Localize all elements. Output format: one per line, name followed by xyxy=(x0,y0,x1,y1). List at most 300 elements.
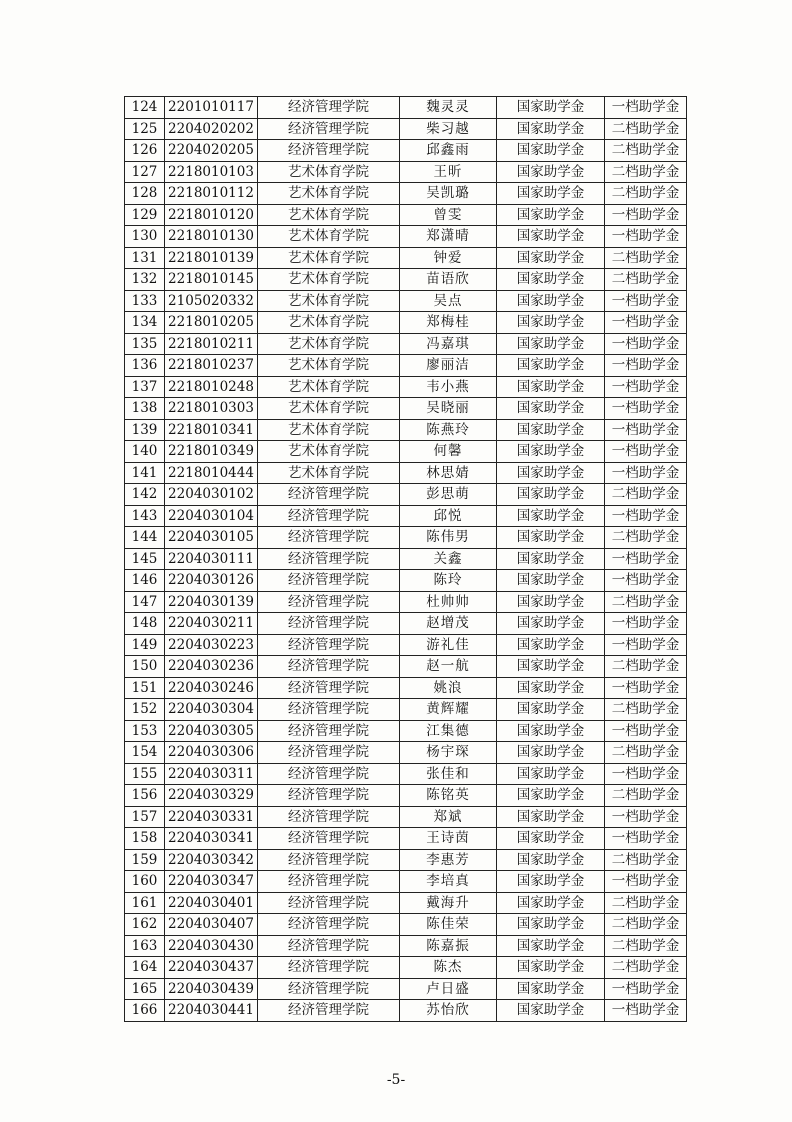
grant-type-cell: 国家助学金 xyxy=(497,140,605,162)
page-number: -5- xyxy=(386,1072,406,1088)
row-number-cell: 126 xyxy=(125,140,165,162)
student-id-cell: 2204020205 xyxy=(165,140,258,162)
grant-level-cell: 一档助学金 xyxy=(605,97,687,119)
grant-type-cell: 国家助学金 xyxy=(497,656,605,678)
grant-type-cell: 国家助学金 xyxy=(497,849,605,871)
row-number-cell: 153 xyxy=(125,720,165,742)
grant-level-cell: 一档助学金 xyxy=(605,677,687,699)
college-name-cell: 经济管理学院 xyxy=(258,548,400,570)
grant-level-cell: 二档助学金 xyxy=(605,849,687,871)
student-id-cell: 2105020332 xyxy=(165,290,258,312)
student-name-cell: 游礼佳 xyxy=(400,634,497,656)
grant-level-cell: 二档助学金 xyxy=(605,892,687,914)
row-number-cell: 165 xyxy=(125,978,165,1000)
student-name-cell: 陈杰 xyxy=(400,957,497,979)
grant-level-cell: 二档助学金 xyxy=(605,914,687,936)
grant-type-cell: 国家助学金 xyxy=(497,441,605,463)
row-number-cell: 148 xyxy=(125,613,165,635)
student-id-cell: 2218010349 xyxy=(165,441,258,463)
student-id-cell: 2204030347 xyxy=(165,871,258,893)
table-row xyxy=(125,312,687,334)
grant-type-cell: 国家助学金 xyxy=(497,312,605,334)
row-number-cell: 143 xyxy=(125,505,165,527)
student-id-cell: 2204030211 xyxy=(165,613,258,635)
table-row xyxy=(125,935,687,957)
row-number-cell: 158 xyxy=(125,828,165,850)
college-name-cell: 经济管理学院 xyxy=(258,118,400,140)
grant-type-cell: 国家助学金 xyxy=(497,957,605,979)
table-row xyxy=(125,484,687,506)
grant-type-cell: 国家助学金 xyxy=(497,419,605,441)
student-name-cell: 钟爱 xyxy=(400,247,497,269)
college-name-cell: 经济管理学院 xyxy=(258,656,400,678)
table-row xyxy=(125,505,687,527)
student-id-cell: 2204030246 xyxy=(165,677,258,699)
row-number-cell: 124 xyxy=(125,97,165,119)
student-id-cell: 2204030342 xyxy=(165,849,258,871)
student-id-cell: 2218010303 xyxy=(165,398,258,420)
student-name-cell: 林思婧 xyxy=(400,462,497,484)
student-id-cell: 2204030437 xyxy=(165,957,258,979)
student-name-cell: 赵增茂 xyxy=(400,613,497,635)
table-row xyxy=(125,1000,687,1022)
student-name-cell: 陈嘉振 xyxy=(400,935,497,957)
college-name-cell: 艺术体育学院 xyxy=(258,441,400,463)
student-id-cell: 2204030111 xyxy=(165,548,258,570)
table-row xyxy=(125,548,687,570)
grant-type-cell: 国家助学金 xyxy=(497,742,605,764)
student-id-cell: 2201010117 xyxy=(165,97,258,119)
college-name-cell: 经济管理学院 xyxy=(258,613,400,635)
college-name-cell: 经济管理学院 xyxy=(258,1000,400,1022)
grant-level-cell: 二档助学金 xyxy=(605,699,687,721)
row-number-cell: 132 xyxy=(125,269,165,291)
grant-type-cell: 国家助学金 xyxy=(497,333,605,355)
row-number-cell: 140 xyxy=(125,441,165,463)
student-id-cell: 2218010112 xyxy=(165,183,258,205)
grant-type-cell: 国家助学金 xyxy=(497,570,605,592)
row-number-cell: 149 xyxy=(125,634,165,656)
row-number-cell: 162 xyxy=(125,914,165,936)
table-row xyxy=(125,978,687,1000)
student-name-cell: 王昕 xyxy=(400,161,497,183)
grant-level-cell: 二档助学金 xyxy=(605,183,687,205)
grant-level-cell: 二档助学金 xyxy=(605,118,687,140)
student-id-cell: 2204030236 xyxy=(165,656,258,678)
student-name-cell: 陈玲 xyxy=(400,570,497,592)
student-id-cell: 2204030407 xyxy=(165,914,258,936)
table-row xyxy=(125,376,687,398)
student-name-cell: 苏怡欣 xyxy=(400,1000,497,1022)
student-id-cell: 2204030306 xyxy=(165,742,258,764)
table-row xyxy=(125,677,687,699)
student-id-cell: 2204030305 xyxy=(165,720,258,742)
college-name-cell: 经济管理学院 xyxy=(258,978,400,1000)
student-id-cell: 2218010248 xyxy=(165,376,258,398)
row-number-cell: 135 xyxy=(125,333,165,355)
student-id-cell: 2218010444 xyxy=(165,462,258,484)
college-name-cell: 艺术体育学院 xyxy=(258,312,400,334)
grant-type-cell: 国家助学金 xyxy=(497,161,605,183)
row-number-cell: 155 xyxy=(125,763,165,785)
table-row xyxy=(125,570,687,592)
table-row xyxy=(125,290,687,312)
student-id-cell: 2218010130 xyxy=(165,226,258,248)
table-row xyxy=(125,849,687,871)
scholarship-table xyxy=(124,96,687,1022)
row-number-cell: 130 xyxy=(125,226,165,248)
row-number-cell: 139 xyxy=(125,419,165,441)
grant-level-cell: 二档助学金 xyxy=(605,785,687,807)
student-id-cell: 2204030105 xyxy=(165,527,258,549)
student-name-cell: 陈燕玲 xyxy=(400,419,497,441)
grant-level-cell: 一档助学金 xyxy=(605,376,687,398)
table-row xyxy=(125,806,687,828)
table-row xyxy=(125,398,687,420)
table-row xyxy=(125,763,687,785)
college-name-cell: 艺术体育学院 xyxy=(258,398,400,420)
grant-level-cell: 一档助学金 xyxy=(605,312,687,334)
table-row xyxy=(125,462,687,484)
grant-type-cell: 国家助学金 xyxy=(497,548,605,570)
student-name-cell: 姚浪 xyxy=(400,677,497,699)
grant-level-cell: 一档助学金 xyxy=(605,419,687,441)
grant-level-cell: 一档助学金 xyxy=(605,333,687,355)
student-name-cell: 赵一航 xyxy=(400,656,497,678)
grant-type-cell: 国家助学金 xyxy=(497,204,605,226)
student-id-cell: 2204030430 xyxy=(165,935,258,957)
student-name-cell: 关鑫 xyxy=(400,548,497,570)
row-number-cell: 131 xyxy=(125,247,165,269)
grant-type-cell: 国家助学金 xyxy=(497,935,605,957)
college-name-cell: 经济管理学院 xyxy=(258,828,400,850)
college-name-cell: 艺术体育学院 xyxy=(258,355,400,377)
student-id-cell: 2204030104 xyxy=(165,505,258,527)
student-name-cell: 冯嘉琪 xyxy=(400,333,497,355)
grant-level-cell: 一档助学金 xyxy=(605,290,687,312)
row-number-cell: 152 xyxy=(125,699,165,721)
grant-level-cell: 二档助学金 xyxy=(605,484,687,506)
row-number-cell: 129 xyxy=(125,204,165,226)
student-id-cell: 2204030126 xyxy=(165,570,258,592)
row-number-cell: 151 xyxy=(125,677,165,699)
grant-level-cell: 一档助学金 xyxy=(605,634,687,656)
student-name-cell: 江集德 xyxy=(400,720,497,742)
grant-type-cell: 国家助学金 xyxy=(497,355,605,377)
student-name-cell: 邱鑫雨 xyxy=(400,140,497,162)
student-name-cell: 李惠芳 xyxy=(400,849,497,871)
student-id-cell: 2218010237 xyxy=(165,355,258,377)
table-row xyxy=(125,785,687,807)
row-number-cell: 144 xyxy=(125,527,165,549)
grant-level-cell: 二档助学金 xyxy=(605,656,687,678)
row-number-cell: 137 xyxy=(125,376,165,398)
row-number-cell: 145 xyxy=(125,548,165,570)
student-name-cell: 曾雯 xyxy=(400,204,497,226)
student-name-cell: 苗语欣 xyxy=(400,269,497,291)
student-name-cell: 韦小燕 xyxy=(400,376,497,398)
grant-type-cell: 国家助学金 xyxy=(497,613,605,635)
grant-type-cell: 国家助学金 xyxy=(497,699,605,721)
grant-type-cell: 国家助学金 xyxy=(497,183,605,205)
student-name-cell: 邱悦 xyxy=(400,505,497,527)
grant-type-cell: 国家助学金 xyxy=(497,634,605,656)
college-name-cell: 经济管理学院 xyxy=(258,527,400,549)
student-id-cell: 2218010211 xyxy=(165,333,258,355)
student-name-cell: 杨宇琛 xyxy=(400,742,497,764)
table-row xyxy=(125,699,687,721)
grant-level-cell: 一档助学金 xyxy=(605,720,687,742)
table-row xyxy=(125,613,687,635)
grant-type-cell: 国家助学金 xyxy=(497,978,605,1000)
grant-type-cell: 国家助学金 xyxy=(497,398,605,420)
student-name-cell: 杜帅帅 xyxy=(400,591,497,613)
student-name-cell: 李培真 xyxy=(400,871,497,893)
table-row xyxy=(125,720,687,742)
student-name-cell: 彭思萌 xyxy=(400,484,497,506)
college-name-cell: 经济管理学院 xyxy=(258,957,400,979)
student-id-cell: 2204030341 xyxy=(165,828,258,850)
student-name-cell: 柴习越 xyxy=(400,118,497,140)
student-id-cell: 2218010139 xyxy=(165,247,258,269)
row-number-cell: 142 xyxy=(125,484,165,506)
college-name-cell: 艺术体育学院 xyxy=(258,290,400,312)
student-id-cell: 2204030304 xyxy=(165,699,258,721)
grant-type-cell: 国家助学金 xyxy=(497,462,605,484)
student-name-cell: 吴凯璐 xyxy=(400,183,497,205)
row-number-cell: 147 xyxy=(125,591,165,613)
table-row xyxy=(125,97,687,119)
row-number-cell: 161 xyxy=(125,892,165,914)
student-id-cell: 2218010341 xyxy=(165,419,258,441)
table-row xyxy=(125,118,687,140)
grant-level-cell: 一档助学金 xyxy=(605,398,687,420)
grant-type-cell: 国家助学金 xyxy=(497,720,605,742)
grant-type-cell: 国家助学金 xyxy=(497,914,605,936)
student-name-cell: 吴点 xyxy=(400,290,497,312)
row-number-cell: 166 xyxy=(125,1000,165,1022)
student-name-cell: 王诗茵 xyxy=(400,828,497,850)
student-id-cell: 2204030329 xyxy=(165,785,258,807)
college-name-cell: 经济管理学院 xyxy=(258,849,400,871)
grant-level-cell: 二档助学金 xyxy=(605,591,687,613)
grant-type-cell: 国家助学金 xyxy=(497,677,605,699)
grant-level-cell: 一档助学金 xyxy=(605,613,687,635)
table-row xyxy=(125,333,687,355)
table-row xyxy=(125,140,687,162)
grant-type-cell: 国家助学金 xyxy=(497,871,605,893)
college-name-cell: 艺术体育学院 xyxy=(258,419,400,441)
row-number-cell: 134 xyxy=(125,312,165,334)
table-row xyxy=(125,828,687,850)
row-number-cell: 160 xyxy=(125,871,165,893)
grant-type-cell: 国家助学金 xyxy=(497,484,605,506)
college-name-cell: 艺术体育学院 xyxy=(258,462,400,484)
table-row xyxy=(125,957,687,979)
student-name-cell: 陈佳荣 xyxy=(400,914,497,936)
table-row xyxy=(125,591,687,613)
row-number-cell: 125 xyxy=(125,118,165,140)
table-row xyxy=(125,161,687,183)
college-name-cell: 艺术体育学院 xyxy=(258,161,400,183)
student-name-cell: 陈伟男 xyxy=(400,527,497,549)
row-number-cell: 133 xyxy=(125,290,165,312)
row-number-cell: 150 xyxy=(125,656,165,678)
college-name-cell: 艺术体育学院 xyxy=(258,333,400,355)
grant-level-cell: 一档助学金 xyxy=(605,570,687,592)
college-name-cell: 经济管理学院 xyxy=(258,806,400,828)
table-row xyxy=(125,183,687,205)
college-name-cell: 艺术体育学院 xyxy=(258,247,400,269)
table-row xyxy=(125,226,687,248)
row-number-cell: 141 xyxy=(125,462,165,484)
table-row xyxy=(125,441,687,463)
row-number-cell: 156 xyxy=(125,785,165,807)
college-name-cell: 经济管理学院 xyxy=(258,914,400,936)
college-name-cell: 经济管理学院 xyxy=(258,505,400,527)
grant-level-cell: 一档助学金 xyxy=(605,441,687,463)
grant-type-cell: 国家助学金 xyxy=(497,505,605,527)
grant-type-cell: 国家助学金 xyxy=(497,591,605,613)
table-row xyxy=(125,527,687,549)
table-row xyxy=(125,269,687,291)
student-id-cell: 2204030139 xyxy=(165,591,258,613)
table-row xyxy=(125,742,687,764)
grant-type-cell: 国家助学金 xyxy=(497,806,605,828)
grant-type-cell: 国家助学金 xyxy=(497,376,605,398)
student-id-cell: 2218010205 xyxy=(165,312,258,334)
grant-level-cell: 一档助学金 xyxy=(605,226,687,248)
college-name-cell: 艺术体育学院 xyxy=(258,269,400,291)
college-name-cell: 经济管理学院 xyxy=(258,871,400,893)
grant-level-cell: 一档助学金 xyxy=(605,462,687,484)
college-name-cell: 经济管理学院 xyxy=(258,935,400,957)
grant-level-cell: 二档助学金 xyxy=(605,140,687,162)
table-row xyxy=(125,656,687,678)
grant-level-cell: 一档助学金 xyxy=(605,1000,687,1022)
grant-level-cell: 一档助学金 xyxy=(605,828,687,850)
college-name-cell: 艺术体育学院 xyxy=(258,183,400,205)
grant-type-cell: 国家助学金 xyxy=(497,247,605,269)
row-number-cell: 159 xyxy=(125,849,165,871)
grant-type-cell: 国家助学金 xyxy=(497,828,605,850)
grant-level-cell: 二档助学金 xyxy=(605,527,687,549)
college-name-cell: 经济管理学院 xyxy=(258,742,400,764)
student-name-cell: 陈铭英 xyxy=(400,785,497,807)
student-name-cell: 黄辉耀 xyxy=(400,699,497,721)
student-name-cell: 郑梅桂 xyxy=(400,312,497,334)
student-name-cell: 何馨 xyxy=(400,441,497,463)
grant-level-cell: 一档助学金 xyxy=(605,871,687,893)
grant-type-cell: 国家助学金 xyxy=(497,1000,605,1022)
row-number-cell: 128 xyxy=(125,183,165,205)
grant-level-cell: 一档助学金 xyxy=(605,978,687,1000)
grant-type-cell: 国家助学金 xyxy=(497,892,605,914)
grant-level-cell: 二档助学金 xyxy=(605,247,687,269)
grant-level-cell: 二档助学金 xyxy=(605,742,687,764)
college-name-cell: 经济管理学院 xyxy=(258,634,400,656)
student-id-cell: 2204020202 xyxy=(165,118,258,140)
table-row xyxy=(125,247,687,269)
grant-type-cell: 国家助学金 xyxy=(497,118,605,140)
college-name-cell: 经济管理学院 xyxy=(258,677,400,699)
college-name-cell: 经济管理学院 xyxy=(258,720,400,742)
table-row xyxy=(125,634,687,656)
row-number-cell: 164 xyxy=(125,957,165,979)
row-number-cell: 138 xyxy=(125,398,165,420)
row-number-cell: 146 xyxy=(125,570,165,592)
student-name-cell: 张佳和 xyxy=(400,763,497,785)
student-id-cell: 2204030439 xyxy=(165,978,258,1000)
college-name-cell: 经济管理学院 xyxy=(258,591,400,613)
student-id-cell: 2204030311 xyxy=(165,763,258,785)
grant-type-cell: 国家助学金 xyxy=(497,97,605,119)
table-row xyxy=(125,204,687,226)
student-id-cell: 2204030441 xyxy=(165,1000,258,1022)
student-name-cell: 魏灵灵 xyxy=(400,97,497,119)
student-id-cell: 2204030223 xyxy=(165,634,258,656)
grant-type-cell: 国家助学金 xyxy=(497,763,605,785)
student-name-cell: 吴晓丽 xyxy=(400,398,497,420)
grant-level-cell: 一档助学金 xyxy=(605,204,687,226)
row-number-cell: 127 xyxy=(125,161,165,183)
college-name-cell: 艺术体育学院 xyxy=(258,204,400,226)
grant-level-cell: 一档助学金 xyxy=(605,763,687,785)
grant-type-cell: 国家助学金 xyxy=(497,785,605,807)
grant-level-cell: 一档助学金 xyxy=(605,806,687,828)
student-name-cell: 卢日盛 xyxy=(400,978,497,1000)
grant-level-cell: 一档助学金 xyxy=(605,355,687,377)
college-name-cell: 经济管理学院 xyxy=(258,892,400,914)
row-number-cell: 163 xyxy=(125,935,165,957)
student-id-cell: 2204030401 xyxy=(165,892,258,914)
grant-type-cell: 国家助学金 xyxy=(497,527,605,549)
row-number-cell: 136 xyxy=(125,355,165,377)
grant-level-cell: 二档助学金 xyxy=(605,957,687,979)
college-name-cell: 经济管理学院 xyxy=(258,785,400,807)
scholarship-table-body xyxy=(125,97,687,1022)
college-name-cell: 经济管理学院 xyxy=(258,699,400,721)
student-name-cell: 郑斌 xyxy=(400,806,497,828)
grant-level-cell: 二档助学金 xyxy=(605,935,687,957)
student-id-cell: 2218010120 xyxy=(165,204,258,226)
row-number-cell: 154 xyxy=(125,742,165,764)
student-name-cell: 戴海升 xyxy=(400,892,497,914)
row-number-cell: 157 xyxy=(125,806,165,828)
college-name-cell: 经济管理学院 xyxy=(258,484,400,506)
grant-type-cell: 国家助学金 xyxy=(497,226,605,248)
grant-level-cell: 一档助学金 xyxy=(605,505,687,527)
student-name-cell: 廖丽洁 xyxy=(400,355,497,377)
college-name-cell: 艺术体育学院 xyxy=(258,226,400,248)
grant-level-cell: 二档助学金 xyxy=(605,269,687,291)
grant-level-cell: 一档助学金 xyxy=(605,548,687,570)
grant-type-cell: 国家助学金 xyxy=(497,269,605,291)
table-row xyxy=(125,871,687,893)
college-name-cell: 艺术体育学院 xyxy=(258,376,400,398)
student-id-cell: 2218010103 xyxy=(165,161,258,183)
table-row xyxy=(125,419,687,441)
student-id-cell: 2204030102 xyxy=(165,484,258,506)
table-row xyxy=(125,355,687,377)
college-name-cell: 经济管理学院 xyxy=(258,140,400,162)
grant-type-cell: 国家助学金 xyxy=(497,290,605,312)
college-name-cell: 经济管理学院 xyxy=(258,763,400,785)
table-row xyxy=(125,892,687,914)
student-name-cell: 郑潇晴 xyxy=(400,226,497,248)
table-row xyxy=(125,914,687,936)
student-id-cell: 2218010145 xyxy=(165,269,258,291)
